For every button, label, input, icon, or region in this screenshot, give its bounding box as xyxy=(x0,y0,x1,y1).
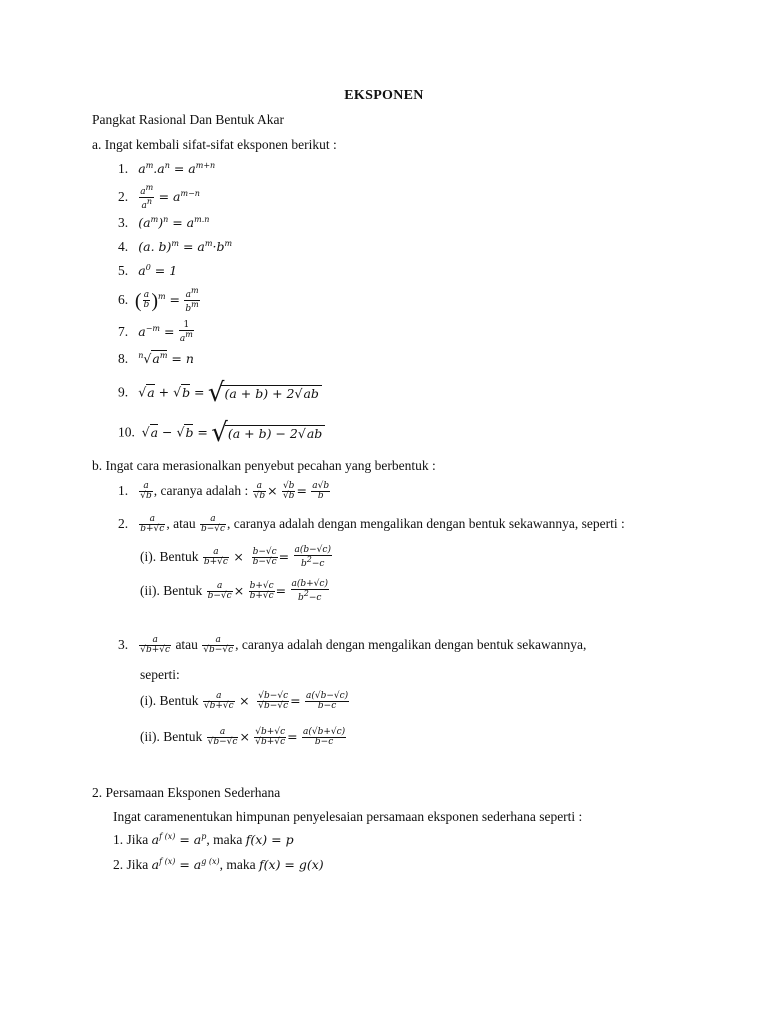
equation-rule-2: 2. Jika $a^{f (x)} = a^{g (x)}$, maka f(x) = g(x) xyxy=(113,857,324,873)
rule-4: 4. (a. $b)^m = a^m\cdot b^m$ xyxy=(118,239,233,255)
rule-7: 7. $a^{-m}$ = $\frac{1}{a^m}$ xyxy=(118,320,193,345)
subtitle: Pangkat Rasional Dan Bentuk Akar xyxy=(92,112,284,127)
rationalize-item-2: 2. $\frac{a}{b+√c}$ , atau $\frac{a}{b-√c}$ , caranya adalah dengan mengalikan dengan bentuk sekawannya, seperti : xyxy=(118,514,625,535)
rationalize-item-3: 3. $\frac{a}{√b+√c}$ atau $\frac{a}{√b-√c}$ , caranya adalah dengan mengalikan dengan bentuk sekawannya, xyxy=(118,635,587,656)
rule-1: 1. $a^m.a^n = a^{m+n}$ xyxy=(118,161,216,177)
rationalize-2-ii: (ii). Bentuk $\frac{a}{b-√c}$ × $\frac{b+√c}{b+√c}$ = $\frac{a(b+√c)}{b^2-c}$ xyxy=(140,579,328,604)
rule-9: 9. √a + √b = √(a + b) + 2√ab xyxy=(118,380,322,406)
equation-rule-1: 1. Jika $a^{f (x)} = a^p$, maka f(x) = p xyxy=(113,832,294,848)
rule-6: 6. ( $\frac{a}{b}$ )$^m$ = $\frac{a^m}{b^m}$ xyxy=(118,286,199,315)
rule-2: 2. $\frac{a^m}{a^n}$ = $a^{m-n}$ xyxy=(118,183,200,212)
rule-3: 3. $(a^m)^n = a^{m.n}$ xyxy=(118,215,210,231)
rationalize-item-3-seperti: seperti: xyxy=(140,667,180,682)
rationalize-3-i: (i). Bentuk $\frac{a}{√b+√c}$ × $\frac{√b-√c}{√b-√c}$ = $\frac{a(√b-√c)}{b-c}$ xyxy=(140,691,349,712)
rule-5: 5. $a^0 = 1$ xyxy=(118,263,178,279)
rationalize-3-ii: (ii). Bentuk $\frac{a}{√b-√c}$ × $\frac{√b+√c}{√b+√c}$ = $\frac{a(√b+√c)}{b-c}$ xyxy=(140,727,346,748)
section-b-heading: b. Ingat cara merasionalkan penyebut pecahan yang berbentuk : xyxy=(92,458,436,473)
section-2-heading: 2. Persamaan Eksponen Sederhana xyxy=(92,785,281,800)
rationalize-item-1: 1. $\frac{a}{√b}$ , caranya adalah : $\frac{a}{√b}$ × $\frac{√b}{√b}$ = $\frac{a√b}{b}$ xyxy=(118,481,330,502)
rationalize-2-i: (i). Bentuk $\frac{a}{b+√c}$ × $\frac{b-√c}{b-√c}$ = $\frac{a(b-√c)}{b^2-c}$ xyxy=(140,545,331,570)
rule-10: 10. √a − √b = √(a + b) − 2√ab xyxy=(118,420,325,446)
rule-8: 8. $^n√a^m = n$ xyxy=(118,351,194,367)
section-a-heading: a. Ingat kembali sifat-sifat eksponen berikut : xyxy=(92,137,337,152)
section-2-intro: Ingat caramenentukan himpunan penyelesaian persamaan eksponen sederhana seperti : xyxy=(113,809,583,824)
page-title: EKSPONEN xyxy=(344,88,424,103)
